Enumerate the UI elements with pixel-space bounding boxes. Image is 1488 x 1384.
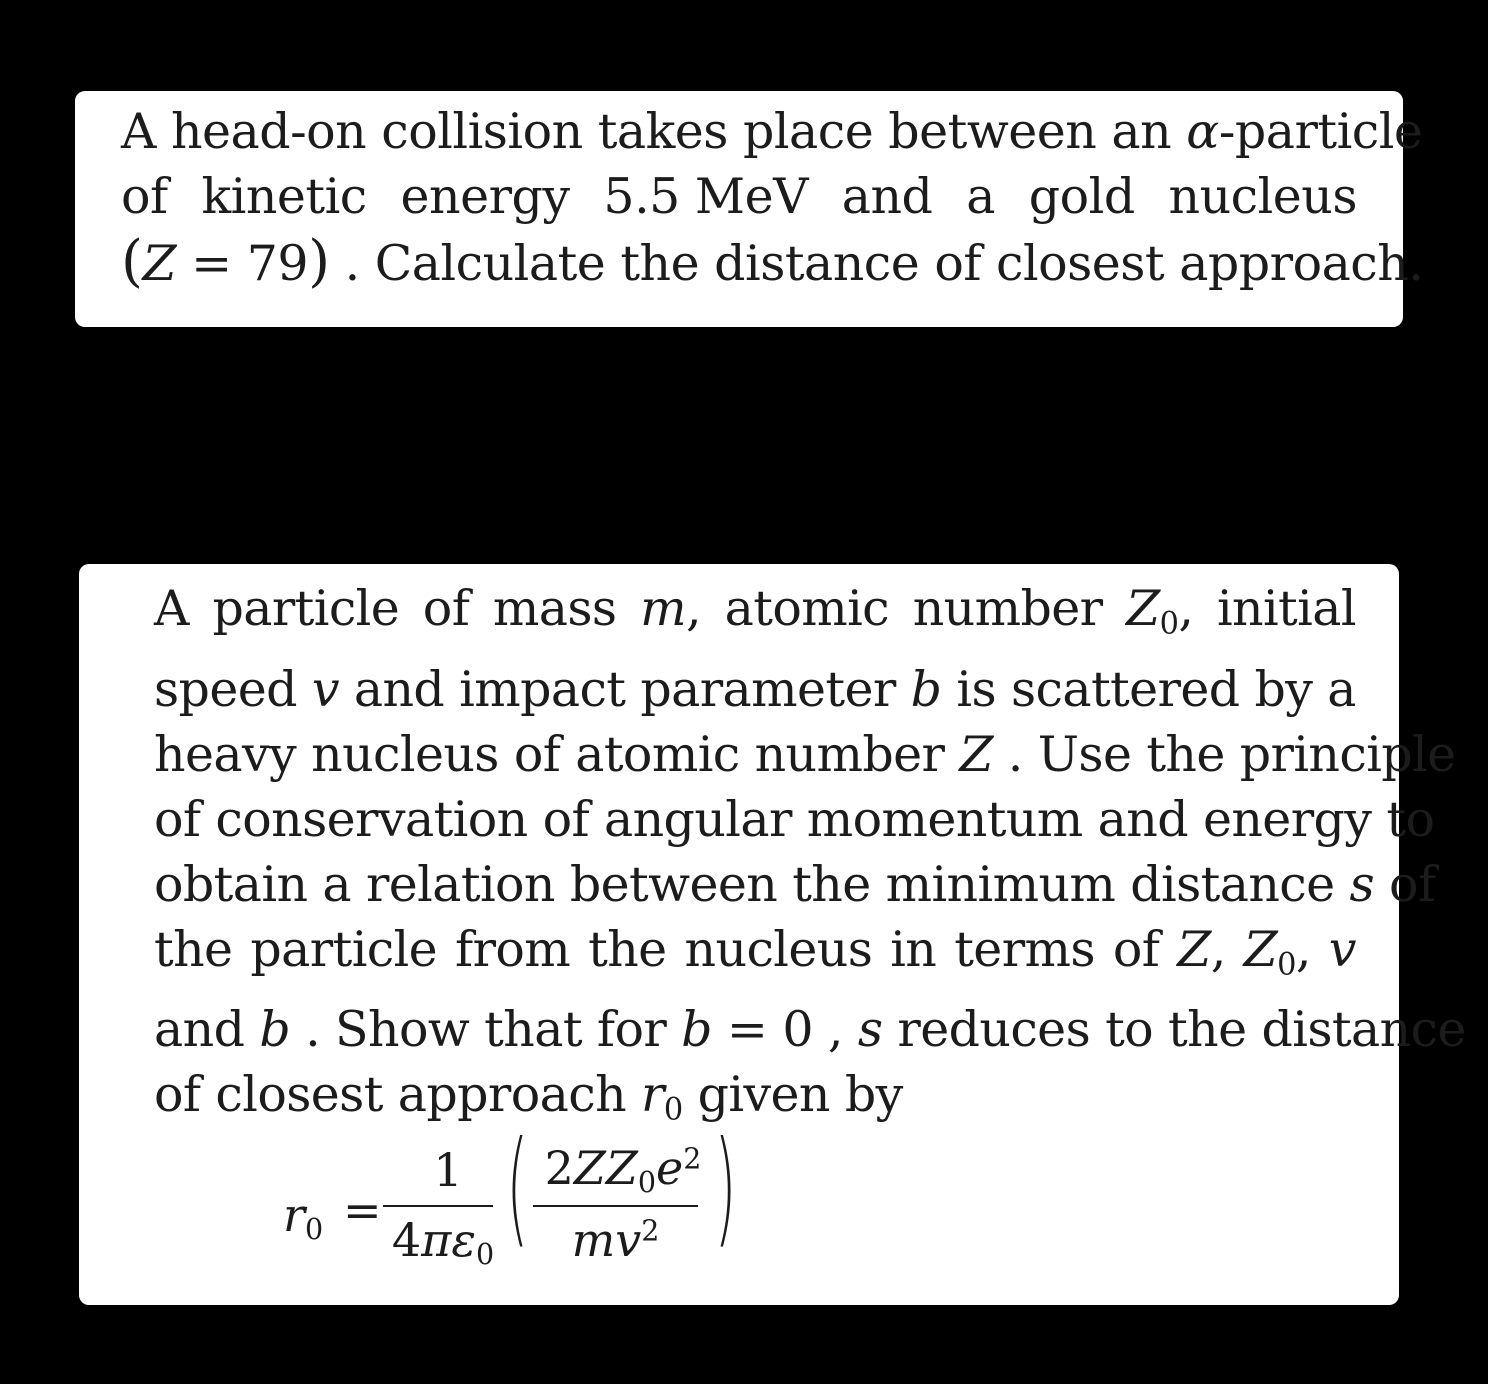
problem2-line-3: heavy nucleus of atomic number Z . Use the principle [154,725,1456,783]
fraction-2-bar [533,1205,698,1207]
problem2-line-5: obtain a relation between the minimum distance s of [154,855,1436,913]
fraction-2-denominator: $mv^2$ [571,1213,660,1267]
alpha-symbol: α [1186,103,1219,160]
problem2-line-7: and b . Show that for b = 0 , s reduces to the distance [154,1001,1466,1058]
atomic-number-value: = 79 [176,235,309,292]
fraction-1-numerator: 1 [433,1143,463,1197]
problem1-line-2: of kinetic energy 5.5 MeV and a gold nucleus [121,164,1357,229]
problem2-line-6: the particle from the nucleus in terms of Z, $Z_0$, v [154,920,1356,982]
equals-sign: = [343,1183,382,1237]
right-parenthesis: ) [714,1115,737,1260]
z-variable: Z [142,235,177,292]
problem2-line-8: of closest approach $r_0$ given by [154,1066,903,1128]
fraction-1-bar [383,1205,493,1207]
problem-card-1 [75,91,1424,327]
closest-approach-equation [203,1115,763,1285]
fraction-1-denominator: $4\pi\varepsilon_0$ [391,1213,495,1271]
problem2-line-2: speed v and impact parameter b is scattered by a [154,657,1356,722]
kinetic-energy-value: 5.5 MeV [603,168,808,225]
problem2-line-4: of conservation of angular momentum and energy to [154,790,1435,848]
mass-variable: m [640,580,686,637]
equation-lhs: $r_0$ [283,1188,324,1246]
problem1-line-1: A head-on collision takes place between an α-particle [121,103,1423,160]
fraction-2-numerator: $2ZZ_0e^2$ [544,1141,702,1199]
impact-parameter-variable: b [910,660,942,718]
problem2-line-1: A particle of mass m, atomic number $Z_0$, initial [154,580,1356,642]
speed-variable: v [311,660,339,718]
problem1-line-3: (Z = 79) . Calculate the distance of closest approach. [121,229,1424,294]
left-parenthesis: ( [506,1115,529,1260]
